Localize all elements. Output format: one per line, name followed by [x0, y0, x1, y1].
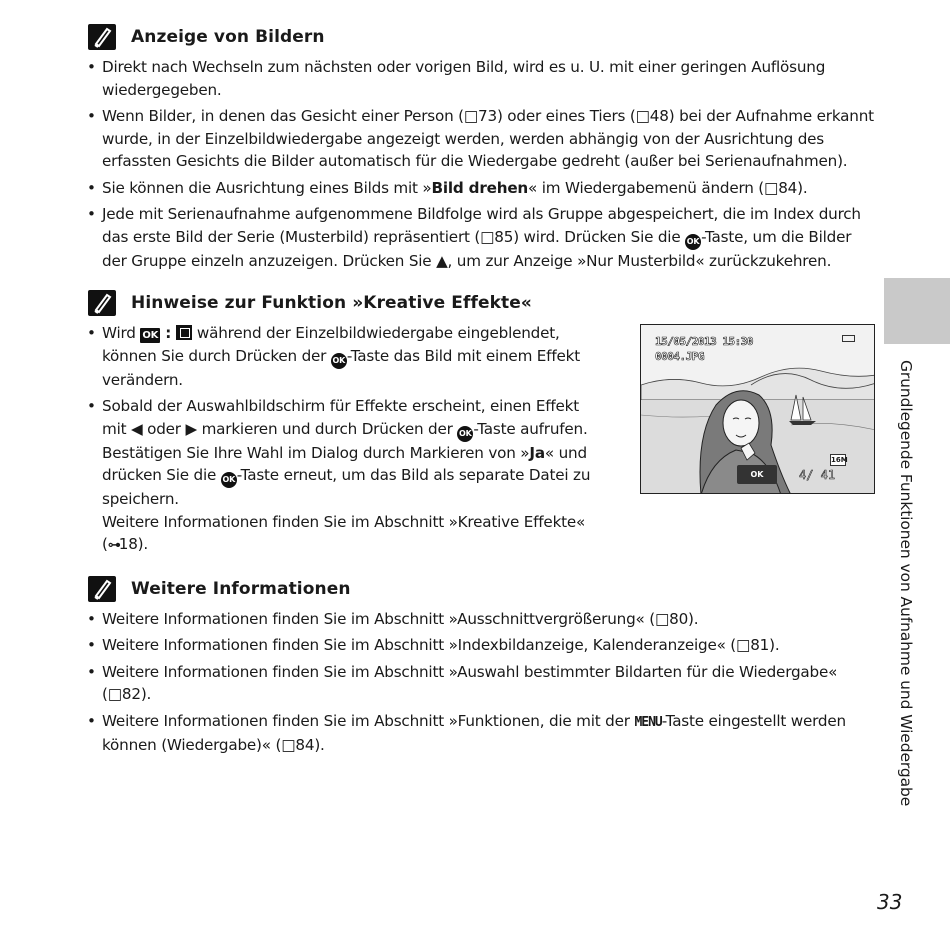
- chapter-tab: [884, 278, 950, 344]
- note-pencil-icon: [88, 576, 116, 602]
- bullet-list: [86, 56, 876, 272]
- list-item: • Direkt nach Wechseln zum nächsten oder vorigen Bild, wird es u. U. mit einer geringen Auflösung wiedergegeben.: [86, 56, 876, 101]
- section-weitere-informationen: [86, 576, 876, 757]
- list-item: • Wenn Bilder, in denen das Gesicht einer Person (□73) oder eines Tiers (□48) bei der Aufnahme erkannt wurde, in der Einzelbildwiedergabe angezeigt werden, werden abhängig von der Ausrichtung des erfassten Gesichts die Bilder automatisch für die Wiedergabe gedreht (außer bei Serienaufnahmen).: [86, 105, 876, 173]
- list-item: • Sie können die Ausrichtung eines Bilds mit »Bild drehen« im Wiedergabemenü ändern (□84).: [86, 177, 876, 200]
- book-icon: □: [480, 227, 495, 246]
- note-pencil-icon: [88, 24, 116, 50]
- creative-effects-icon: [176, 325, 192, 340]
- note-heading: [86, 576, 876, 602]
- list-item: • Jede mit Serienaufnahme aufgenommene Bildfolge wird als Gruppe abgespeichert, die im Index durch das erste Bild der Serie (Musterbild) repräsentiert (□85) wird. Drücken Sie die OK -Taste, um die Bilder der Gruppe einzeln anzuzeigen. Drücken Sie ▲, um zur Anzeige »Nur Musterbild« zurückzukehren.: [86, 203, 876, 272]
- list-item: • Weitere Informationen finden Sie im Abschnitt »Funktionen, die mit der MENU-Taste eingestellt werden können (Wiedergabe)« (□84).: [86, 710, 876, 757]
- camera-date-time: 15/05/2013 15:30: [655, 335, 753, 348]
- section-anzeige-von-bildern: [86, 24, 876, 272]
- menu-button-label: MENU: [634, 714, 662, 730]
- chapter-title-vertical: [893, 360, 919, 840]
- list-item: • Weitere Informationen finden Sie im Abschnitt »Auswahl bestimmter Bildarten für die Wiedergabe« (□82).: [86, 661, 876, 706]
- camera-image-count: 4/ 41: [799, 468, 836, 482]
- section-title: Anzeige von Bildern: [131, 27, 325, 47]
- note-heading: [86, 24, 876, 50]
- book-icon: □: [463, 107, 479, 125]
- bullet-list: [86, 608, 876, 757]
- ok-button-icon: OK: [331, 353, 347, 369]
- book-icon: □: [736, 636, 751, 654]
- chapter-title-text: Grundlegende Funktionen von Aufnahme und Wiedergabe: [897, 360, 915, 807]
- battery-icon: [842, 335, 855, 342]
- book-icon: □: [635, 107, 650, 125]
- book-icon: □: [281, 736, 296, 754]
- page-number: 33: [877, 890, 903, 914]
- note-pencil-icon: [88, 290, 116, 316]
- ok-button-icon: OK: [457, 426, 473, 442]
- section-title: Weitere Informationen: [131, 578, 351, 599]
- list-item: • Weitere Informationen finden Sie im Abschnitt »Indexbildanzeige, Kalenderanzeige« (□81).: [86, 634, 876, 657]
- arrow-up-icon: ▲: [436, 251, 448, 270]
- list-item: • Sobald der Auswahlbildschirm für Effekte erscheint, einen Effekt mit ◀ oder ▶ markieren und durch Drücken der OK -Taste aufrufen. Bestätigen Sie Ihre Wahl im Dialog durch Markieren von »Ja« und drücken Sie die OK -Taste erneut, um das Bild als separate Datei zu speichern. Weitere Informationen finden Sie im Abschnitt »Kreative Effekte« (⊶18).: [86, 395, 591, 558]
- camera-screen-illustration: [640, 324, 875, 494]
- ok-box-icon: OK: [142, 330, 159, 341]
- list-item: • Weitere Informationen finden Sie im Abschnitt »Ausschnittvergrößerung« (□80).: [86, 608, 876, 631]
- arrow-left-icon: ◀: [131, 419, 143, 438]
- ok-effects-indicator-icon: OK: [737, 465, 777, 484]
- note-heading: [86, 290, 876, 316]
- ok-button-icon: OK: [685, 234, 701, 250]
- camera-file-name: 0004.JPG: [655, 350, 704, 363]
- image-size-icon: 16M: [831, 456, 848, 464]
- book-icon: □: [654, 609, 670, 628]
- list-item: • Wird OK : während der Einzelbildwiedergabe eingeblendet, können Sie durch Drücken der OK -Taste das Bild mit einem Effekt verändern.: [86, 322, 591, 391]
- section-title: Hinweise zur Funktion »Kreative Effekte«: [131, 293, 532, 313]
- ok-button-icon: OK: [221, 472, 237, 488]
- book-icon: □: [107, 685, 122, 703]
- arrow-right-icon: ▶: [185, 419, 197, 438]
- binocular-ref-icon: ⊶: [107, 538, 119, 553]
- book-icon: □: [764, 178, 779, 197]
